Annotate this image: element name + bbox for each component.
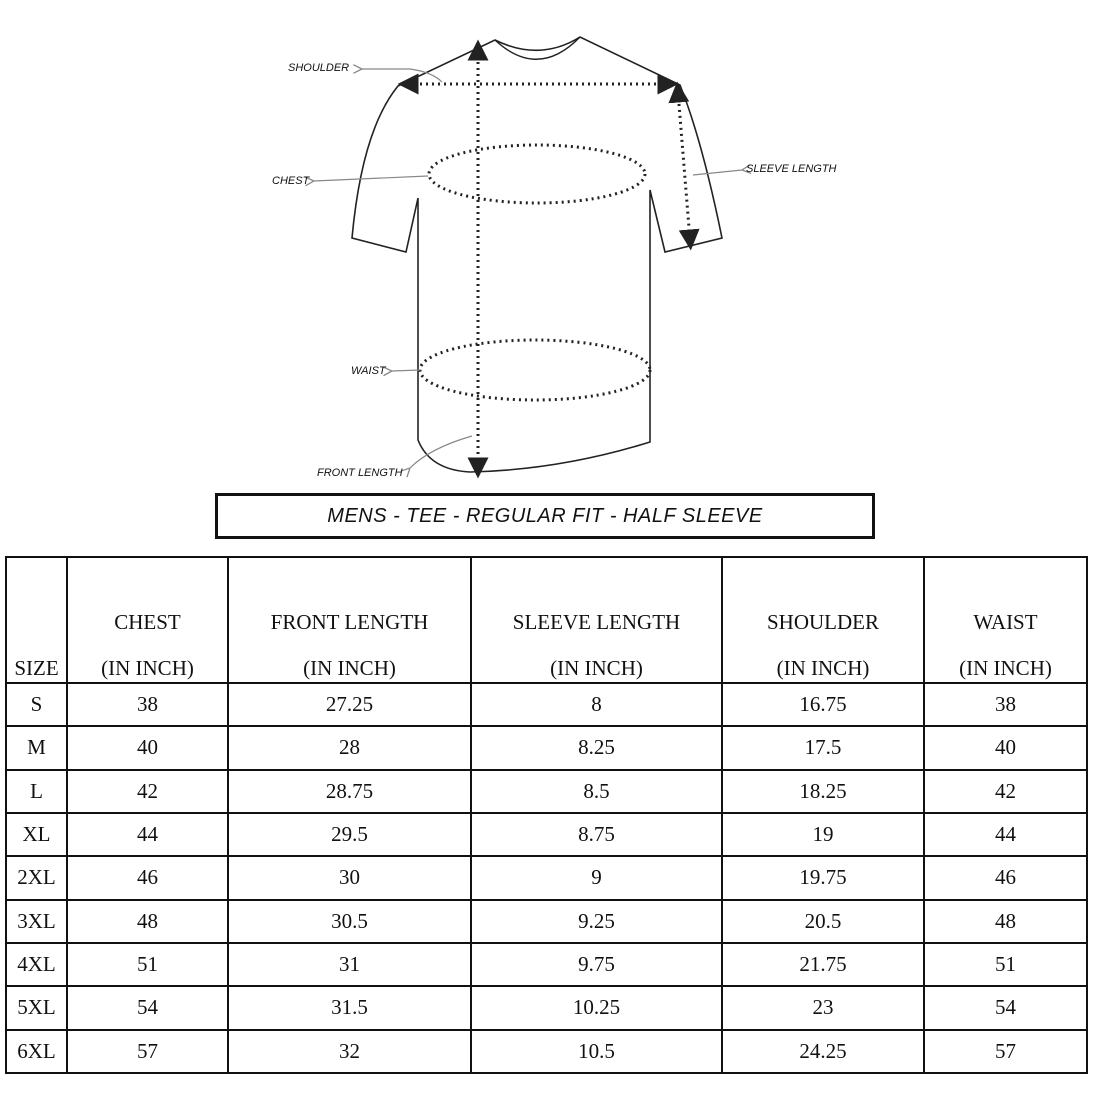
sleeve-length-label: SLEEVE LENGTH bbox=[746, 163, 837, 175]
cell-shoulder: 21.75 bbox=[722, 943, 924, 986]
table-row bbox=[6, 813, 1087, 856]
cell-shoulder: 17.5 bbox=[722, 726, 924, 769]
cell-sleeve-length: 8.5 bbox=[471, 770, 722, 813]
cell-sleeve-length: 9.25 bbox=[471, 900, 722, 943]
cell-waist: 54 bbox=[924, 986, 1087, 1029]
shoulder-label: SHOULDER bbox=[288, 62, 350, 74]
waist-label: WAIST bbox=[351, 365, 386, 377]
cell-shoulder: 24.25 bbox=[722, 1030, 924, 1073]
cell-sleeve-length: 8.25 bbox=[471, 726, 722, 769]
cell-size: 6XL bbox=[6, 1030, 67, 1073]
sleeve-length-measure-line bbox=[678, 92, 690, 240]
cell-size: M bbox=[6, 726, 67, 769]
table-row bbox=[6, 943, 1087, 986]
table-row bbox=[6, 900, 1087, 943]
cell-sleeve-length: 8.75 bbox=[471, 813, 722, 856]
header-shoulder bbox=[722, 557, 924, 683]
cell-size: L bbox=[6, 770, 67, 813]
cell-front-length: 28 bbox=[228, 726, 471, 769]
cell-chest: 46 bbox=[67, 856, 228, 899]
cell-front-length: 29.5 bbox=[228, 813, 471, 856]
size-chart-table-container bbox=[5, 556, 1086, 1074]
header-waist bbox=[924, 557, 1087, 683]
cell-front-length: 31 bbox=[228, 943, 471, 986]
cell-sleeve-length: 9 bbox=[471, 856, 722, 899]
table-row bbox=[6, 986, 1087, 1029]
cell-waist: 38 bbox=[924, 683, 1087, 726]
cell-size: 4XL bbox=[6, 943, 67, 986]
cell-shoulder: 20.5 bbox=[722, 900, 924, 943]
header-sleeve-length-unit: (IN INCH) bbox=[550, 656, 643, 680]
header-front-length-unit: (IN INCH) bbox=[303, 656, 396, 680]
header-waist-unit: (IN INCH) bbox=[959, 656, 1052, 680]
cell-front-length: 31.5 bbox=[228, 986, 471, 1029]
cell-waist: 44 bbox=[924, 813, 1087, 856]
table-row bbox=[6, 726, 1087, 769]
chest-measure-ellipse bbox=[429, 145, 645, 203]
chest-label: CHEST bbox=[272, 175, 310, 187]
cell-chest: 44 bbox=[67, 813, 228, 856]
front-length-label: FRONT LENGTH bbox=[317, 467, 403, 479]
table-header-row bbox=[6, 557, 1087, 683]
cell-shoulder: 16.75 bbox=[722, 683, 924, 726]
tshirt-measurement-diagram bbox=[0, 0, 1100, 490]
cell-waist: 42 bbox=[924, 770, 1087, 813]
tshirt-outline bbox=[352, 37, 722, 472]
cell-front-length: 30 bbox=[228, 856, 471, 899]
cell-waist: 51 bbox=[924, 943, 1087, 986]
header-chest bbox=[67, 557, 228, 683]
cell-chest: 57 bbox=[67, 1030, 228, 1073]
size-chart-title: MENS - TEE - REGULAR FIT - HALF SLEEVE bbox=[215, 493, 875, 539]
cell-shoulder: 19 bbox=[722, 813, 924, 856]
cell-front-length: 30.5 bbox=[228, 900, 471, 943]
table-row bbox=[6, 1030, 1087, 1073]
header-size bbox=[6, 557, 67, 683]
cell-size: 5XL bbox=[6, 986, 67, 1029]
cell-sleeve-length: 10.5 bbox=[471, 1030, 722, 1073]
cell-waist: 48 bbox=[924, 900, 1087, 943]
cell-sleeve-length: 9.75 bbox=[471, 943, 722, 986]
cell-size: XL bbox=[6, 813, 67, 856]
cell-sleeve-length: 8 bbox=[471, 683, 722, 726]
header-front-length bbox=[228, 557, 471, 683]
cell-chest: 40 bbox=[67, 726, 228, 769]
cell-front-length: 28.75 bbox=[228, 770, 471, 813]
tshirt-illustration bbox=[0, 0, 1100, 490]
cell-shoulder: 23 bbox=[722, 986, 924, 1029]
table-row bbox=[6, 683, 1087, 726]
table-row bbox=[6, 856, 1087, 899]
header-chest-label: CHEST bbox=[114, 610, 181, 634]
cell-waist: 57 bbox=[924, 1030, 1087, 1073]
header-sleeve-length bbox=[471, 557, 722, 683]
header-front-length-label: FRONT LENGTH bbox=[270, 610, 429, 634]
table-row bbox=[6, 770, 1087, 813]
waist-measure-ellipse bbox=[420, 340, 650, 400]
size-chart-table bbox=[5, 556, 1088, 1074]
cell-size: 3XL bbox=[6, 900, 67, 943]
cell-sleeve-length: 10.25 bbox=[471, 986, 722, 1029]
header-sleeve-length-label: SLEEVE LENGTH bbox=[512, 610, 681, 634]
cell-chest: 48 bbox=[67, 900, 228, 943]
header-waist-label: WAIST bbox=[973, 610, 1038, 634]
cell-chest: 54 bbox=[67, 986, 228, 1029]
cell-shoulder: 18.25 bbox=[722, 770, 924, 813]
cell-front-length: 32 bbox=[228, 1030, 471, 1073]
cell-chest: 42 bbox=[67, 770, 228, 813]
header-chest-unit: (IN INCH) bbox=[101, 656, 194, 680]
header-size-label: SIZE bbox=[14, 656, 59, 680]
cell-chest: 38 bbox=[67, 683, 228, 726]
cell-waist: 46 bbox=[924, 856, 1087, 899]
cell-size: 2XL bbox=[6, 856, 67, 899]
cell-waist: 40 bbox=[924, 726, 1087, 769]
cell-shoulder: 19.75 bbox=[722, 856, 924, 899]
cell-size: S bbox=[6, 683, 67, 726]
header-shoulder-label: SHOULDER bbox=[766, 610, 879, 634]
header-shoulder-unit: (IN INCH) bbox=[776, 656, 870, 680]
cell-front-length: 27.25 bbox=[228, 683, 471, 726]
cell-chest: 51 bbox=[67, 943, 228, 986]
